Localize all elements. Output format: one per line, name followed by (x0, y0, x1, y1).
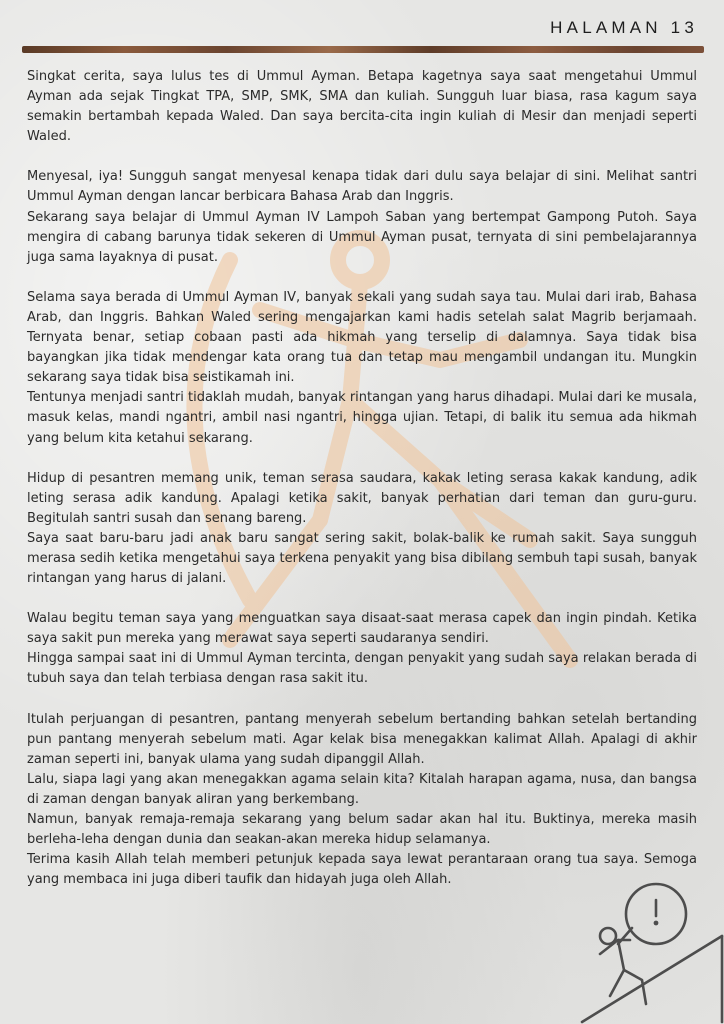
paragraph: Lalu, siapa lagi yang akan menegakkan agama selain kita? Kitalah harapan agama, nusa, dan bangsa di zaman dengan banyak aliran yang berkembang. (27, 771, 697, 807)
header-divider (22, 46, 704, 53)
paragraph: Menyesal, iya! Sungguh sangat menyesal kenapa tidak dari dulu saya belajar di sini. Melihat santri Ummul Ayman dengan lancar berbicara Bahasa Arab dan Inggris. (27, 169, 697, 205)
paragraph: Walau begitu teman saya yang menguatkan saya disaat-saat merasa capek dan ingin pindah. Ketika saya sakit pun mereka yang merawat saya seperti saudaranya sendiri. (27, 611, 697, 647)
climber-pushing-boulder-icon (580, 878, 724, 1024)
paragraph: Hidup di pesantren memang unik, teman serasa saudara, kakak leting serasa kakak kandung, adik leting serasa adik kandung. Apalagi ketika sakit, banyak perhatian dari teman dan guru-guru. Begitulah santri susah dan senang bareng. (27, 470, 697, 526)
paragraph: Selama saya berada di Ummul Ayman IV, banyak sekali yang sudah saya tau. Mulai dari irab, Bahasa Arab, dan Inggris. Bahkan Waled sering mengajarkan kami hadis setelah salat Magrib berjamaah. Ternyata benar, setiap cobaan pasti ada hikmah yang terselip di dalamnya. Saya tidak bisa bayangkan jika tidak mendengar kata orang tua dan tetap mau mengambil undangan itu. Mungkin sekarang saya tidak bisa seistikamah ini. (27, 289, 697, 386)
paragraph: Sekarang saya belajar di Ummul Ayman IV Lampoh Saban yang bertempat Gampong Putoh. Saya mengira di cabang barunya tidak sekeren di Ummul Ayman pusat, ternyata di sini pembelajarannya juga sama layaknya di pusat. (27, 209, 697, 265)
paragraph: Terima kasih Allah telah memberi petunjuk kepada saya lewat perantaraan orang tua saya. Semoga yang membaca ini juga diberi taufik dan hidayah juga oleh Allah. (27, 852, 697, 888)
page-number-label: HALAMAN 13 (550, 18, 698, 37)
paragraph: Hingga sampai saat ini di Ummul Ayman tercinta, dengan penyakit yang sudah saya relakan berada di tubuh saya dan telah terbiasa dengan rasa sakit itu. (27, 651, 697, 687)
story-text (27, 67, 697, 890)
paragraph: Tentunya menjadi santri tidaklah mudah, banyak rintangan yang harus dihadapi. Mulai dari ke musala, masuk kelas, mandi ngantri, ambil nasi ngantri, hingga ujian. Tetapi, di balik itu semua ada hikmah yang belum kita ketahui sekarang. (27, 390, 697, 446)
paragraph: Namun, banyak remaja-remaja sekarang yang belum sadar akan hal itu. Buktinya, mereka masih berleha-leha dengan dunia dan seakan-akan mereka hidup selamanya. (27, 812, 697, 848)
paragraph: Singkat cerita, saya lulus tes di Ummul Ayman. Betapa kagetnya saya saat mengetahui Ummul Ayman ada sejak Tingkat TPA, SMP, SMK, SMA dan kuliah. Sungguh luar biasa, rasa kagum saya semakin bertambah kepada Waled. Dan saya bercita-cita ingin kuliah di Mesir dan menjadi seperti Waled. (27, 69, 697, 145)
paragraph: Saya saat baru-baru jadi anak baru sangat sering sakit, bolak-balik ke rumah sakit. Saya sungguh merasa sedih ketika mengetahui saya terkena penyakit yang bisa dibilang sembuh tapi susah, banyak rintangan yang harus di jalani. (27, 530, 697, 587)
paragraph: Itulah perjuangan di pesantren, pantang menyerah sebelum bertanding bahkan setelah bertanding pun pantang menyerah sebelum mati. Agar kelak bisa menegakkan kalimat Allah. Apalagi di akhir zaman seperti ini, banyak ulama yang sudah dipanggil Allah. (27, 711, 697, 767)
